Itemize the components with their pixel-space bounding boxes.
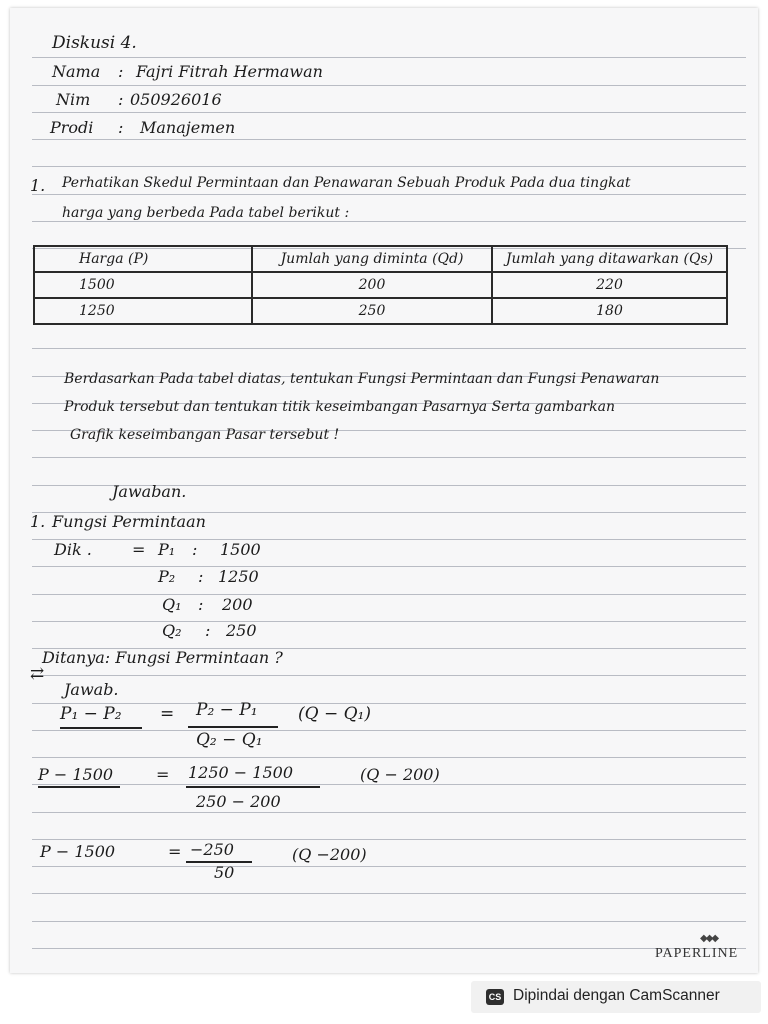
camscanner-watermark	[471, 981, 761, 1013]
ruled-line	[32, 194, 746, 195]
formula-rhs: (Q − Q₁)	[298, 704, 372, 724]
ruled-line	[32, 57, 746, 58]
table-header-row	[34, 246, 727, 272]
column-header: Harga (P)	[34, 246, 252, 272]
instruction-line-1: Berdasarkan Pada tabel diatas, tentukan Fungsi Permintaan dan Fungsi Penawaran	[64, 371, 660, 387]
formula-fraction-bar	[188, 726, 278, 728]
step1-numerator: 1250 − 1500	[188, 763, 294, 782]
table-cell: 250	[252, 298, 492, 324]
ruled-line	[32, 112, 746, 113]
swap-arrow-icon: ⇄	[30, 664, 45, 684]
step1-rhs: (Q − 200)	[360, 765, 440, 784]
formula-equals: =	[160, 704, 175, 724]
known-colon: :	[198, 595, 204, 614]
column-header: Jumlah yang diminta (Qd)	[252, 246, 492, 272]
step2-numerator: −250	[190, 840, 234, 859]
ruled-line	[32, 730, 746, 731]
paperline-logo-icon: ◆◆◆	[700, 933, 718, 944]
formula-lhs-underline	[60, 727, 142, 729]
paperline-brand: PAPERLINE	[655, 946, 739, 961]
jawab-label: Jawab.	[64, 680, 119, 699]
ruled-line	[32, 621, 746, 622]
formula-lhs: P₁ − P₂	[60, 704, 122, 724]
table-cell: 1500	[34, 272, 252, 298]
name-label: Nama	[52, 62, 101, 81]
table-cell: 180	[492, 298, 727, 324]
question-line-2: harga yang berbeda Pada tabel berikut :	[62, 205, 350, 221]
step1-lhs: P − 1500	[38, 765, 114, 784]
question-line-1: Perhatikan Skedul Permintaan dan Penawaran Sebuah Produk Pada dua tingkat	[62, 175, 631, 191]
ruled-line	[32, 921, 746, 922]
ruled-line	[32, 757, 746, 758]
known-sep: =	[132, 540, 146, 559]
known-var: P₂	[158, 567, 176, 586]
name-separator: :	[118, 62, 124, 81]
known-var: Q₂	[162, 621, 182, 640]
prodi-separator: :	[118, 118, 124, 137]
formula-numerator: P₂ − P₁	[196, 700, 258, 720]
nim-label: Nim	[56, 90, 91, 109]
step1-equals: =	[156, 765, 170, 784]
answer-section-title: Fungsi Permintaan	[52, 512, 206, 531]
ruled-line	[32, 457, 746, 458]
table-row	[34, 298, 727, 324]
instruction-line-2: Produk tersebut dan tentukan titik keseimbangan Pasarnya Serta gambarkan	[64, 399, 615, 415]
page-title: Diskusi 4.	[52, 33, 137, 53]
known-value: 200	[222, 595, 253, 614]
ruled-line	[32, 85, 746, 86]
ruled-line	[32, 675, 746, 676]
ditanya-text: Ditanya: Fungsi Permintaan ?	[42, 648, 283, 667]
step1-lhs-underline	[38, 786, 120, 788]
known-var: Q₁	[162, 595, 182, 614]
known-colon: :	[205, 621, 211, 640]
ruled-line	[32, 221, 746, 222]
step2-rhs: (Q −200)	[292, 845, 367, 864]
ruled-line	[32, 784, 746, 785]
ruled-line	[32, 839, 746, 840]
student-nim: 050926016	[130, 90, 222, 109]
known-value: 1250	[218, 567, 259, 586]
table-row	[34, 272, 727, 298]
known-colon: :	[192, 540, 198, 559]
table-cell: 200	[252, 272, 492, 298]
known-value: 250	[226, 621, 257, 640]
step1-denominator: 250 − 200	[196, 792, 281, 811]
answer-section-number: 1.	[30, 512, 46, 531]
ruled-line	[32, 812, 746, 813]
dik-label: Dik .	[54, 540, 92, 559]
answer-heading: Jawaban.	[112, 482, 187, 501]
known-value: 1500	[220, 540, 261, 559]
formula-denominator: Q₂ − Q₁	[196, 730, 263, 750]
known-colon: :	[198, 567, 204, 586]
camscanner-icon: CS	[486, 989, 504, 1005]
camscanner-text: Dipindai dengan CamScanner	[513, 987, 720, 1004]
schedule-table	[33, 245, 728, 325]
ruled-line	[32, 866, 746, 867]
nim-separator: :	[118, 90, 124, 109]
prodi-label: Prodi	[50, 118, 94, 137]
ruled-line	[32, 703, 746, 704]
ruled-line	[32, 594, 746, 595]
question-number: 1.	[30, 176, 46, 195]
ruled-line	[32, 566, 746, 567]
step2-equals: =	[168, 842, 182, 861]
instruction-line-3: Grafik keseimbangan Pasar tersebut !	[70, 427, 340, 443]
student-name: Fajri Fitrah Hermawan	[136, 62, 323, 81]
step2-lhs: P − 1500	[40, 842, 116, 861]
known-var: P₁	[158, 540, 176, 559]
table-cell: 1250	[34, 298, 252, 324]
ruled-line	[32, 893, 746, 894]
step1-fraction-bar	[186, 786, 320, 788]
table-cell: 220	[492, 272, 727, 298]
ruled-line	[32, 166, 746, 167]
ruled-line	[32, 348, 746, 349]
ruled-line	[32, 948, 746, 949]
ruled-line	[32, 139, 746, 140]
column-header: Jumlah yang ditawarkan (Qs)	[492, 246, 727, 272]
student-prodi: Manajemen	[140, 118, 236, 137]
step2-denominator: 50	[214, 863, 235, 882]
